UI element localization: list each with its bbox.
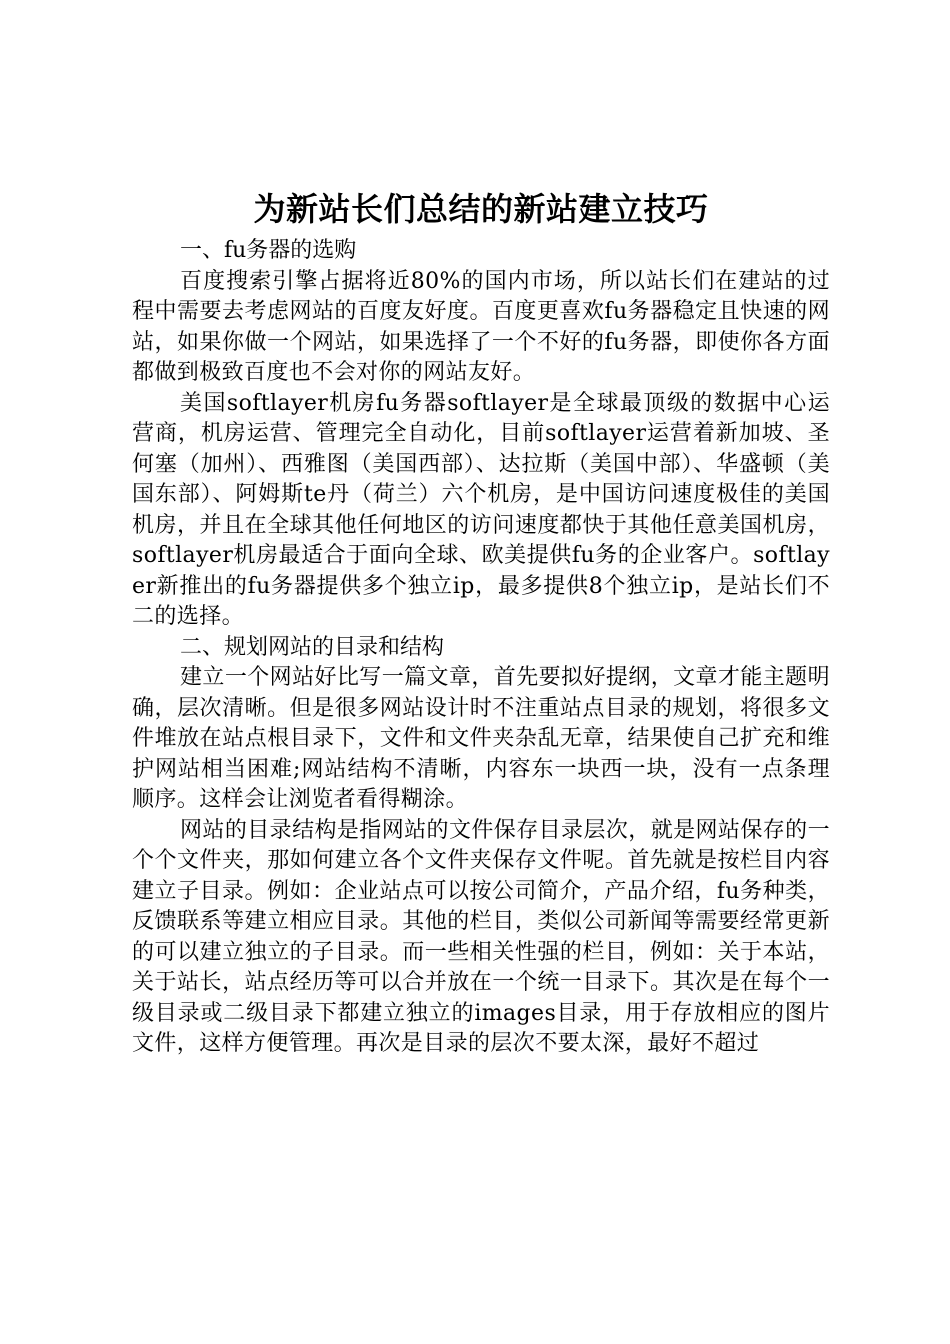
- paragraph: 百度搜索引擎占据将近80%的国内市场，所以站长们在建站的过程中需要去考虑网站的百度友好度。百度更喜欢fu务器稳定且快速的网站，如果你做一个网站，如果选择了一个不好的fu务器，即使你各方面都做到极致百度也不会对你的网站友好。: [132, 268, 830, 385]
- paragraph: 网站的目录结构是指网站的文件保存目录层次，就是网站保存的一个个文件夹，那如何建立各个文件夹保存文件呢。首先就是按栏目内容建立子目录。例如：企业站点可以按公司简介，产品介绍，fu务种类，反馈联系等建立相应目录。其他的栏目，类似公司新闻等需要经常更新的可以建立独立的子目录。而一些相关性强的栏目，例如：关于本站，关于站长，站点经历等可以合并放在一个统一目录下。其次是在每个一级目录或二级目录下都建立独立的images目录，用于存放相应的图片文件，这样方便管理。再次是目录的层次不要太深，最好不超过: [132, 817, 830, 1056]
- paragraph: 美国softlayer机房fu务器softlayer是全球最顶级的数据中心运营商，机房运营、管理完全自动化，目前softlayer运营着新加坡、圣何塞（加州）、西雅图（美国西部）、达拉斯（美国中部）、华盛顿（美国东部）、阿姆斯te丹（荷兰）六个机房，是中国访问速度极佳的美国机房，并且在全球其他任何地区的访问速度都快于其他任意美国机房，softlayer机房最适合于面向全球、欧美提供fu务的企业客户。softlayer新推出的fu务器提供多个独立ip，最多提供8个独立ip，是站长们不二的选择。: [132, 390, 830, 629]
- section-heading: 二、规划网站的目录和结构: [180, 634, 445, 660]
- document-title: 为新站长们总结的新站建立技巧: [253, 190, 709, 228]
- section-heading: 一、fu务器的选购: [180, 238, 357, 263]
- paragraph: 建立一个网站好比写一篇文章，首先要拟好提纲，文章才能主题明确，层次清晰。但是很多网站设计时不注重站点目录的规划，将很多文件堆放在站点根目录下，文件和文件夹杂乱无章，结果使自己扩充和维护网站相当困难;网站结构不清晰，内容东一块西一块，没有一点条理顺序。这样会让浏览者看得糊涂。: [132, 665, 830, 812]
- document-body: [132, 236, 830, 1060]
